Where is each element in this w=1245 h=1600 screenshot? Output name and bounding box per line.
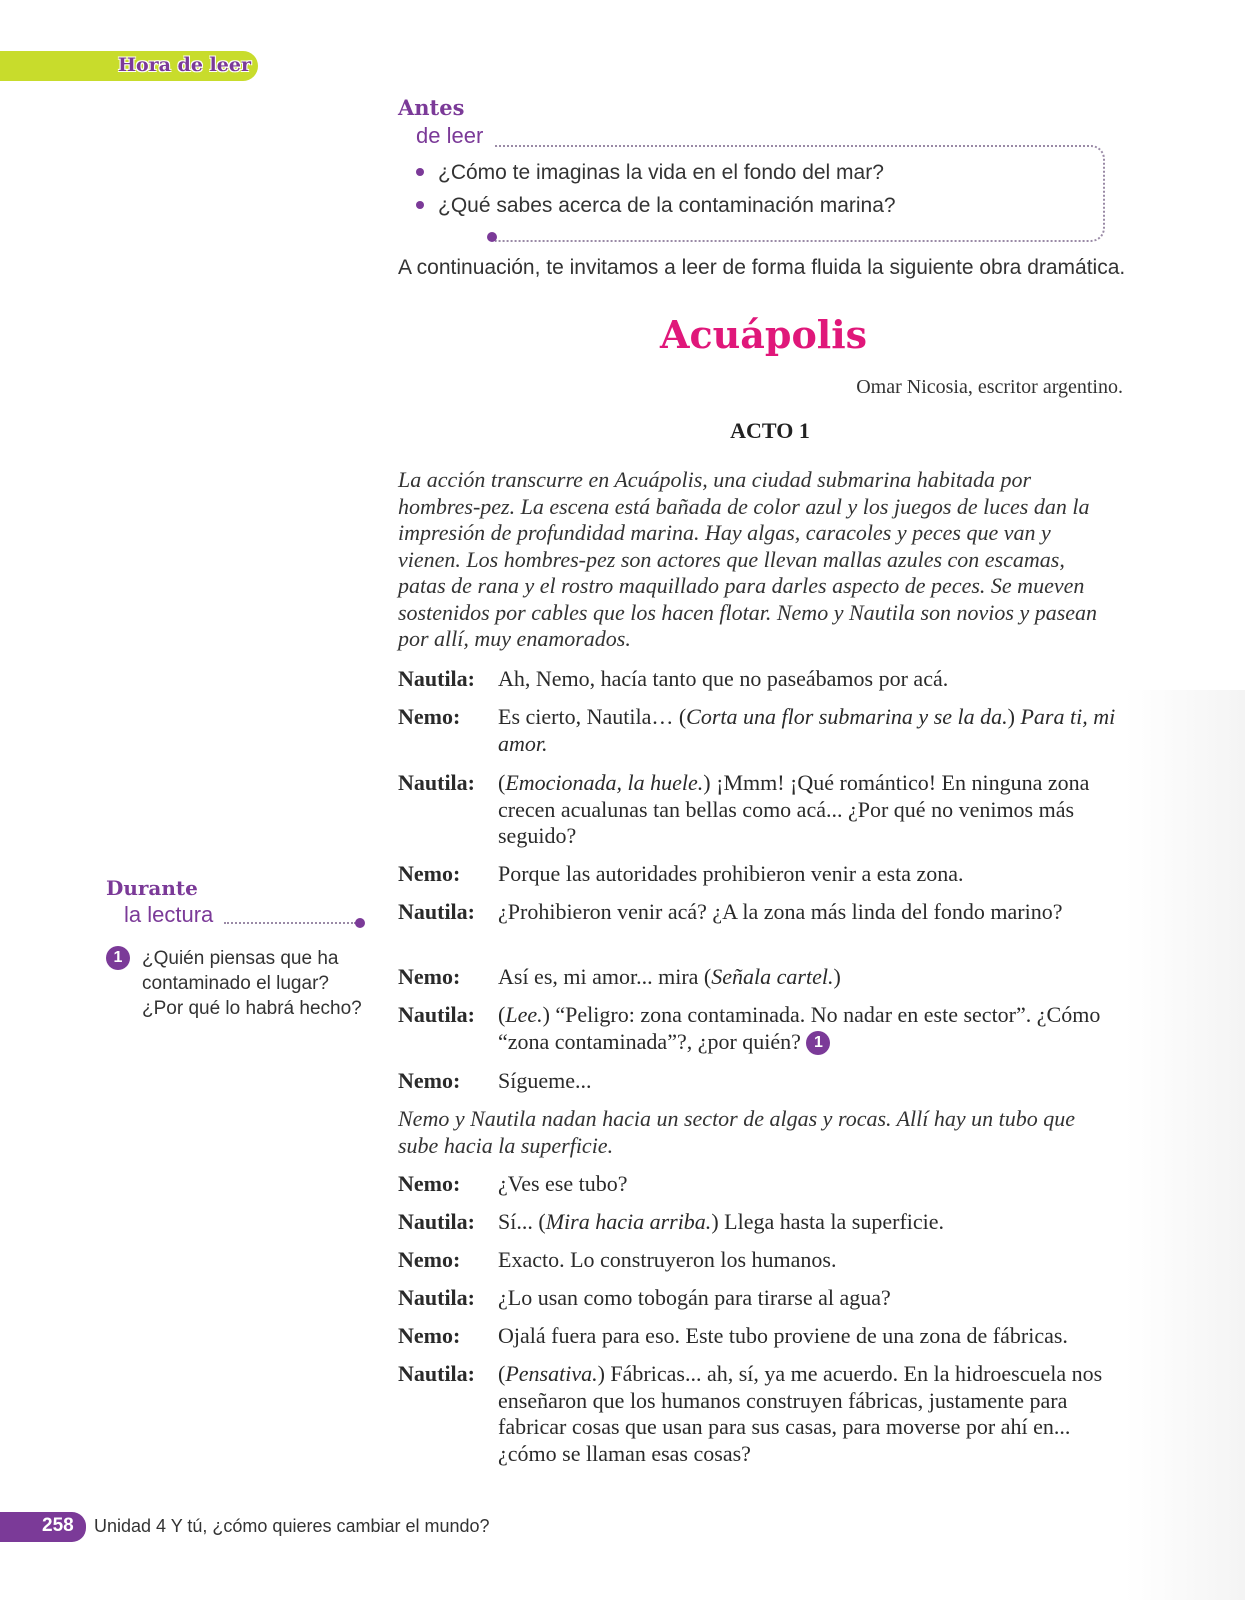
speaker-name: Nemo:: [398, 861, 461, 886]
dialogue-line: [398, 1361, 1118, 1467]
bullet-icon: [416, 168, 424, 176]
antes-question: [416, 189, 896, 222]
speaker-name: Nautila:: [398, 1285, 475, 1310]
dialogue-text: Porque las autoridades prohibieron venir a esta zona.: [498, 861, 964, 886]
antes-question-text: ¿Qué sabes acerca de la contaminación marina?: [438, 194, 896, 217]
speaker-name: Nautila:: [398, 899, 475, 924]
dialogue-line: [398, 1247, 1118, 1274]
dialogue-line: [398, 1171, 1118, 1198]
act-heading: ACTO 1: [730, 418, 810, 443]
dialogue-text: (Emocionada, la huele.) ¡Mmm! ¡Qué romántico! En ninguna zona crecen acualunas tan bellas como acá... ¿Por qué no venimos más seguido?: [498, 770, 1090, 848]
speaker-name: Nautila:: [398, 1002, 475, 1027]
speaker-name: Nemo:: [398, 1068, 461, 1093]
dialogue-text: (Lee.) “Peligro: zona contaminada. No nadar en este sector”. ¿Cómo “zona contaminada”?, ¿por quién? 1: [498, 1002, 1101, 1054]
antes-question-text: ¿Cómo te imaginas la vida en el fondo del mar?: [438, 161, 884, 184]
dialogue-text: ¿Lo usan como tobogán para tirarse al agua?: [498, 1285, 891, 1310]
bullet-icon: [416, 201, 424, 209]
dialogue-text: Ojalá fuera para eso. Este tubo proviene de una zona de fábricas.: [498, 1323, 1068, 1348]
dialogue-text: Así es, mi amor... mira (Señala cartel.): [498, 964, 841, 989]
antes-subtitle: de leer: [416, 123, 484, 148]
question-number-badge: 1: [106, 946, 130, 970]
dialogue-text: (Pensativa.) Fábricas... ah, sí, ya me acuerdo. En la hidroescuela nos enseñaron que los humanos construyen fábricas, justamente para fabricar cosas que usan para sus casas, para moverse por ahí en... ¿cómo se llaman esas cosas?: [498, 1361, 1103, 1466]
speaker-name: Nautila:: [398, 1209, 475, 1234]
dialogue-line: [398, 1068, 1118, 1095]
section-tab: [0, 51, 258, 81]
play-author: Omar Nicosia, escritor argentino.: [856, 376, 1123, 398]
dialogue-text: ¿Prohibieron venir acá? ¿A la zona más linda del fondo marino?: [498, 899, 1063, 924]
durante-subtitle: la lectura: [124, 902, 214, 927]
stage-direction: La acción transcurre en Acuápolis, una ciudad submarina habitada por hombres-pez. La escena está bañada de color azul y los juegos de luces dan la impresión de profundidad marina. Hay algas, caracoles y peces que van y vienen. Los hombres-pez son actores que llevan mallas azules con escamas, patas de rana y el rostro maquillado para darles aspecto de peces. Se mueven sostenidos por cables que los hacen flotar. Nemo y Nautila son novios y pasean por allí, muy enamorados.: [398, 467, 1098, 651]
antes-question-list: [416, 156, 896, 222]
durante-question: ¿Quién piensas que ha contaminado el lugar? ¿Por qué lo habrá hecho?: [142, 948, 362, 1019]
dialogue-line: [398, 1323, 1118, 1350]
dialogue-line: [398, 964, 1118, 991]
section-tab-label: Hora de leer: [118, 54, 251, 76]
durante-dot-marker: [355, 918, 365, 928]
dialogue-text: Ah, Nemo, hacía tanto que no paseábamos por acá.: [498, 666, 949, 691]
durante-title: Durante: [106, 876, 198, 900]
durante-dotted-line: [224, 922, 356, 924]
dialogue-line: [398, 1002, 1118, 1055]
speaker-name: Nautila:: [398, 666, 475, 691]
speaker-name: Nautila:: [398, 770, 475, 795]
antes-dot-marker: [487, 232, 497, 242]
footer-unit-title: Unidad 4 Y tú, ¿cómo quieres cambiar el mundo?: [94, 1516, 490, 1536]
speaker-name: Nemo:: [398, 1323, 461, 1348]
dialogue-text: Sí... (Mira hacia arriba.) Llega hasta la superficie.: [498, 1209, 945, 1234]
speaker-name: Nemo:: [398, 964, 461, 989]
dialogue-line: [398, 899, 1118, 926]
intro-text: A continuación, te invitamos a leer de forma fluida la siguiente obra dramática.: [398, 256, 1126, 279]
stage-direction: Nemo y Nautila nadan hacia un sector de algas y rocas. Allí hay un tubo que sube hacia la superficie.: [398, 1106, 1076, 1158]
page-number: 258: [42, 1515, 74, 1536]
antes-title: Antes: [398, 95, 465, 120]
antes-question: [416, 156, 896, 189]
dialogue-line: [398, 770, 1118, 850]
dialogue-text: Sígueme...: [498, 1068, 592, 1093]
speaker-name: Nemo:: [398, 704, 461, 729]
speaker-name: Nemo:: [398, 1171, 461, 1196]
dialogue-line: [398, 1285, 1118, 1312]
dialogue-line: [398, 861, 1118, 888]
page-number-tab: [0, 1512, 86, 1542]
page-edge-shade: [1125, 690, 1245, 1600]
dialogue-text: Exacto. Lo construyeron los humanos.: [498, 1247, 837, 1272]
play-title: Acuápolis: [660, 312, 868, 357]
dialogue-line: [398, 704, 1118, 757]
dialogue-text: ¿Ves ese tubo?: [498, 1171, 628, 1196]
dialogue-text: Es cierto, Nautila… (Corta una flor submarina y se la da.) Para ti, mi amor.: [498, 704, 1116, 756]
speaker-name: Nautila:: [398, 1361, 475, 1386]
speaker-name: Nemo:: [398, 1247, 461, 1272]
question-number-badge: 1: [806, 1031, 830, 1055]
dialogue-line: [398, 1209, 1118, 1236]
dialogue-line: [398, 666, 1118, 693]
